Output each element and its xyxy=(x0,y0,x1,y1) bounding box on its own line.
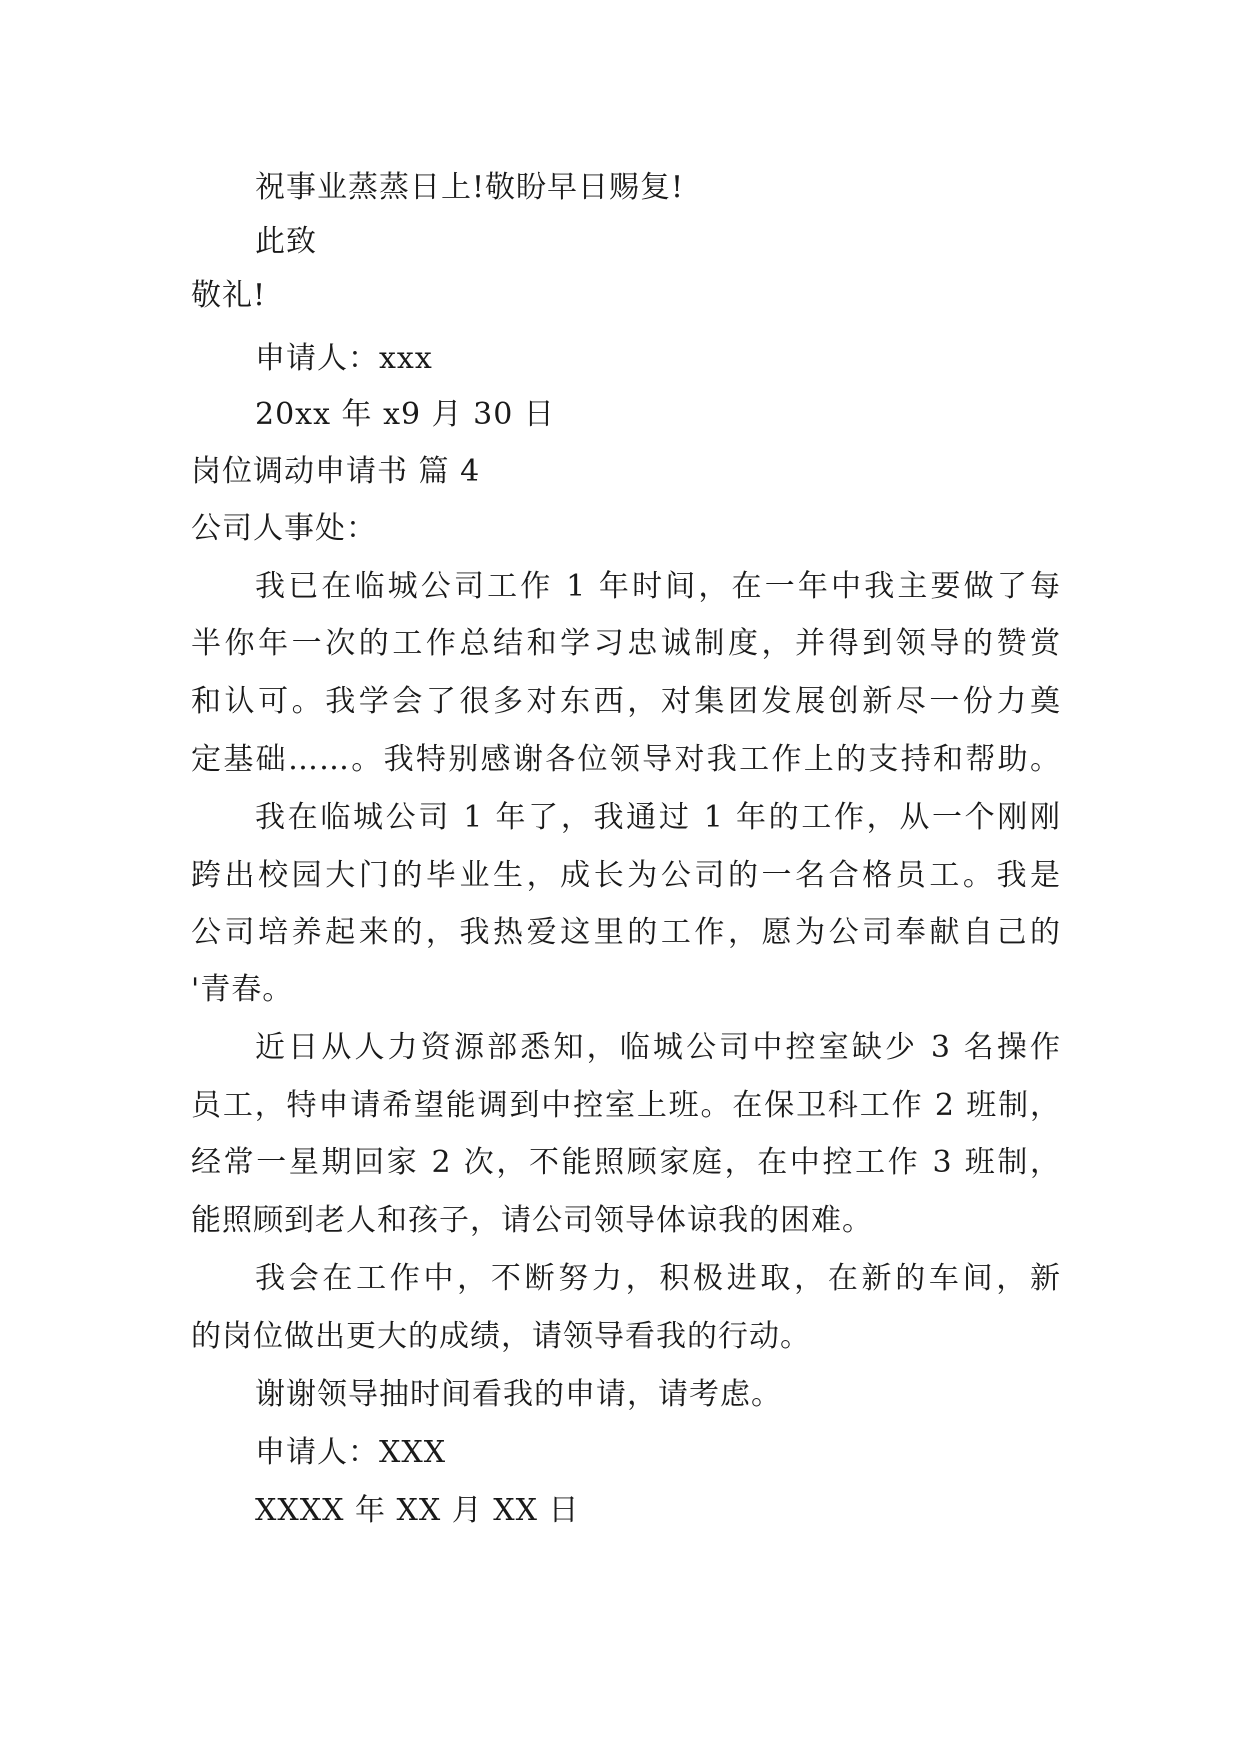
date-1: 20xx 年 x9 月 30 日 xyxy=(255,397,555,432)
closing-salutation: 此致 xyxy=(255,224,317,259)
closing-regards: 敬礼! xyxy=(191,278,267,313)
paragraph-2-line-4: '青春。 xyxy=(191,972,294,1007)
applicant-signature-1: 申请人：xxx xyxy=(255,341,433,376)
paragraph-4-line-2: 的岗位做出更大的成绩，请领导看我的行动。 xyxy=(191,1319,811,1354)
paragraph-1-line-3: 和认可。我学会了很多对东西，对集团发展创新尽一份力奠 xyxy=(191,684,1061,719)
section-title: 岗位调动申请书 篇 4 xyxy=(191,454,481,489)
applicant-signature-2: 申请人：XXX xyxy=(255,1435,447,1470)
date-2: XXXX 年 XX 月 XX 日 xyxy=(255,1493,580,1528)
closing-wish: 祝事业蒸蒸日上!敬盼早日赐复! xyxy=(255,170,685,205)
paragraph-2-line-2: 跨出校园大门的毕业生，成长为公司的一名合格员工。我是 xyxy=(191,858,1061,893)
paragraph-4-line-1: 我会在工作中，不断努力，积极进取，在新的车间，新 xyxy=(255,1261,1061,1296)
paragraph-1-line-4: 定基础……。我特别感谢各位领导对我工作上的支持和帮助。 xyxy=(191,742,1061,777)
paragraph-3-line-3: 经常一星期回家 2 次，不能照顾家庭，在中控工作 3 班制， xyxy=(191,1145,1061,1180)
paragraph-3-line-1: 近日从人力资源部悉知，临城公司中控室缺少 3 名操作 xyxy=(255,1030,1061,1065)
paragraph-3-line-4: 能照顾到老人和孩子，请公司领导体谅我的困难。 xyxy=(191,1203,873,1238)
thanks-line: 谢谢领导抽时间看我的申请，请考虑。 xyxy=(255,1377,782,1412)
paragraph-1-line-1: 我已在临城公司工作 1 年时间，在一年中我主要做了每 xyxy=(255,569,1061,604)
paragraph-2-line-3: 公司培养起来的，我热爱这里的工作，愿为公司奉献自己的 xyxy=(191,915,1061,950)
paragraph-1-line-2: 半你年一次的工作总结和学习忠诚制度，并得到领导的赞赏 xyxy=(191,626,1061,661)
letter-addressee: 公司人事处： xyxy=(191,511,377,546)
paragraph-3-line-2: 员工，特申请希望能调到中控室上班。在保卫科工作 2 班制， xyxy=(191,1088,1061,1123)
paragraph-2-line-1: 我在临城公司 1 年了，我通过 1 年的工作，从一个刚刚 xyxy=(255,800,1061,835)
